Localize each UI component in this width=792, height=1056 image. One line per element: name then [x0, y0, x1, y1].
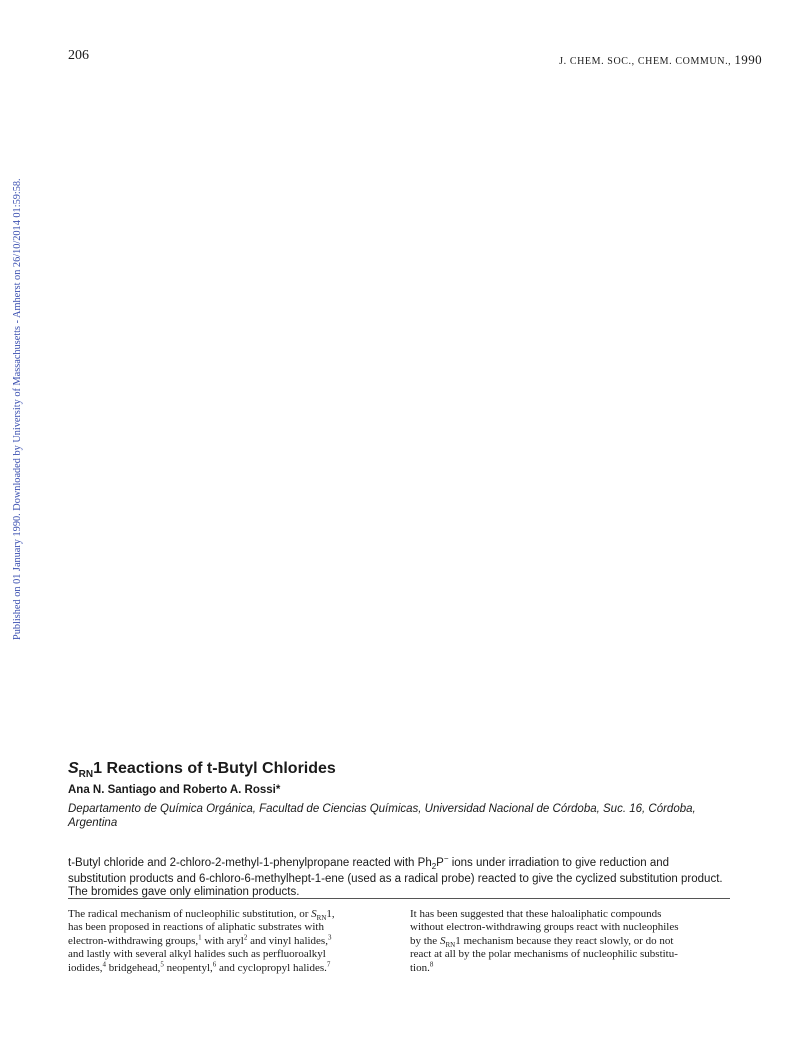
abstract-subscript: 2: [431, 862, 437, 872]
text-span: and vinyl halides,: [247, 934, 328, 947]
text-line: It has been suggested that these haloaliphatic compounds: [410, 908, 662, 920]
running-head: [559, 52, 762, 68]
title-subscript: RN: [78, 769, 94, 781]
text-subscript: RN: [445, 941, 456, 949]
text-line: [68, 959, 388, 975]
text-line: [410, 935, 730, 948]
text-span: 1,: [326, 908, 335, 920]
abstract-divider: [68, 898, 730, 899]
text-span: with aryl: [201, 934, 244, 947]
reference-marker: 7: [326, 959, 331, 968]
abstract-part-3: ions under irradiation to give reduction and substitution products and 6-chloro-6-methylhept-1-ene (used as a radical probe) reacted to give the cyclized substitution product. The bromides gave only elimination products.: [68, 856, 723, 899]
journal-name: J. CHEM. SOC., CHEM. COMMUN.,: [559, 56, 732, 67]
text-line: [68, 908, 388, 921]
abstract: [68, 852, 730, 899]
page-number: 206: [68, 48, 89, 63]
text-line: [410, 959, 730, 975]
authors: Ana N. Santiago and Roberto A. Rossi*: [68, 784, 281, 796]
article-title: [68, 760, 336, 780]
text-span: electron-withdrawing groups,: [68, 934, 199, 947]
text-span: tion.: [410, 961, 430, 974]
text-line: has been proposed in reactions of aliphatic substrates with: [68, 921, 324, 934]
reference-marker: 1: [198, 933, 202, 942]
text-span: The radical mechanism of nucleophilic substitution, or: [68, 908, 312, 920]
abstract-part-2: P: [436, 856, 444, 869]
text-line: and lastly with several alkyl halides such as perfluoroalkyl: [68, 948, 326, 961]
text-span-italic: S: [311, 908, 317, 920]
reference-marker: 5: [160, 959, 164, 968]
title-s: S: [68, 760, 79, 777]
abstract-part-1: t-Butyl chloride and 2-chloro-2-methyl-1-phenylpropane reacted with Ph: [68, 856, 432, 869]
text-span: 1 mechanism because they react slowly, or do not: [455, 934, 674, 947]
text-span: iodides,: [68, 961, 103, 974]
journal-year: 1990: [734, 52, 762, 67]
text-span: and cyclopropyl halides.: [216, 961, 327, 974]
body-column-left: [68, 908, 388, 975]
reference-marker: 3: [327, 933, 332, 942]
text-span: by the: [410, 934, 440, 947]
text-span: neopentyl,: [163, 961, 213, 974]
reference-marker: 2: [243, 933, 248, 942]
title-rest: 1 Reactions of t-Butyl Chlorides: [93, 760, 336, 777]
text-line: react at all by the polar mechanisms of nucleophilic substitu-: [410, 948, 678, 961]
abstract-superscript: −: [443, 854, 449, 863]
affiliation: Departamento de Química Orgánica, Facultad de Ciencias Químicas, Universidad Nacional de Córdoba, Suc. 16, Córdoba, Argentina: [68, 803, 696, 829]
text-span: bridgehead,: [106, 961, 161, 974]
reference-marker: 8: [429, 959, 434, 968]
download-notice: Published on 01 January 1990. Downloaded by University of Massachusetts - Amherst on 26/10/2014 01:59:58.: [12, 178, 23, 640]
reference-marker: 6: [212, 959, 217, 968]
reference-marker: 4: [102, 959, 107, 968]
text-subscript: RN: [316, 914, 327, 923]
body-column-right: [410, 908, 730, 975]
text-line: without electron-withdrawing groups react with nucleophiles: [410, 921, 679, 934]
text-line: [68, 935, 388, 948]
text-span-italic: S: [439, 934, 446, 947]
